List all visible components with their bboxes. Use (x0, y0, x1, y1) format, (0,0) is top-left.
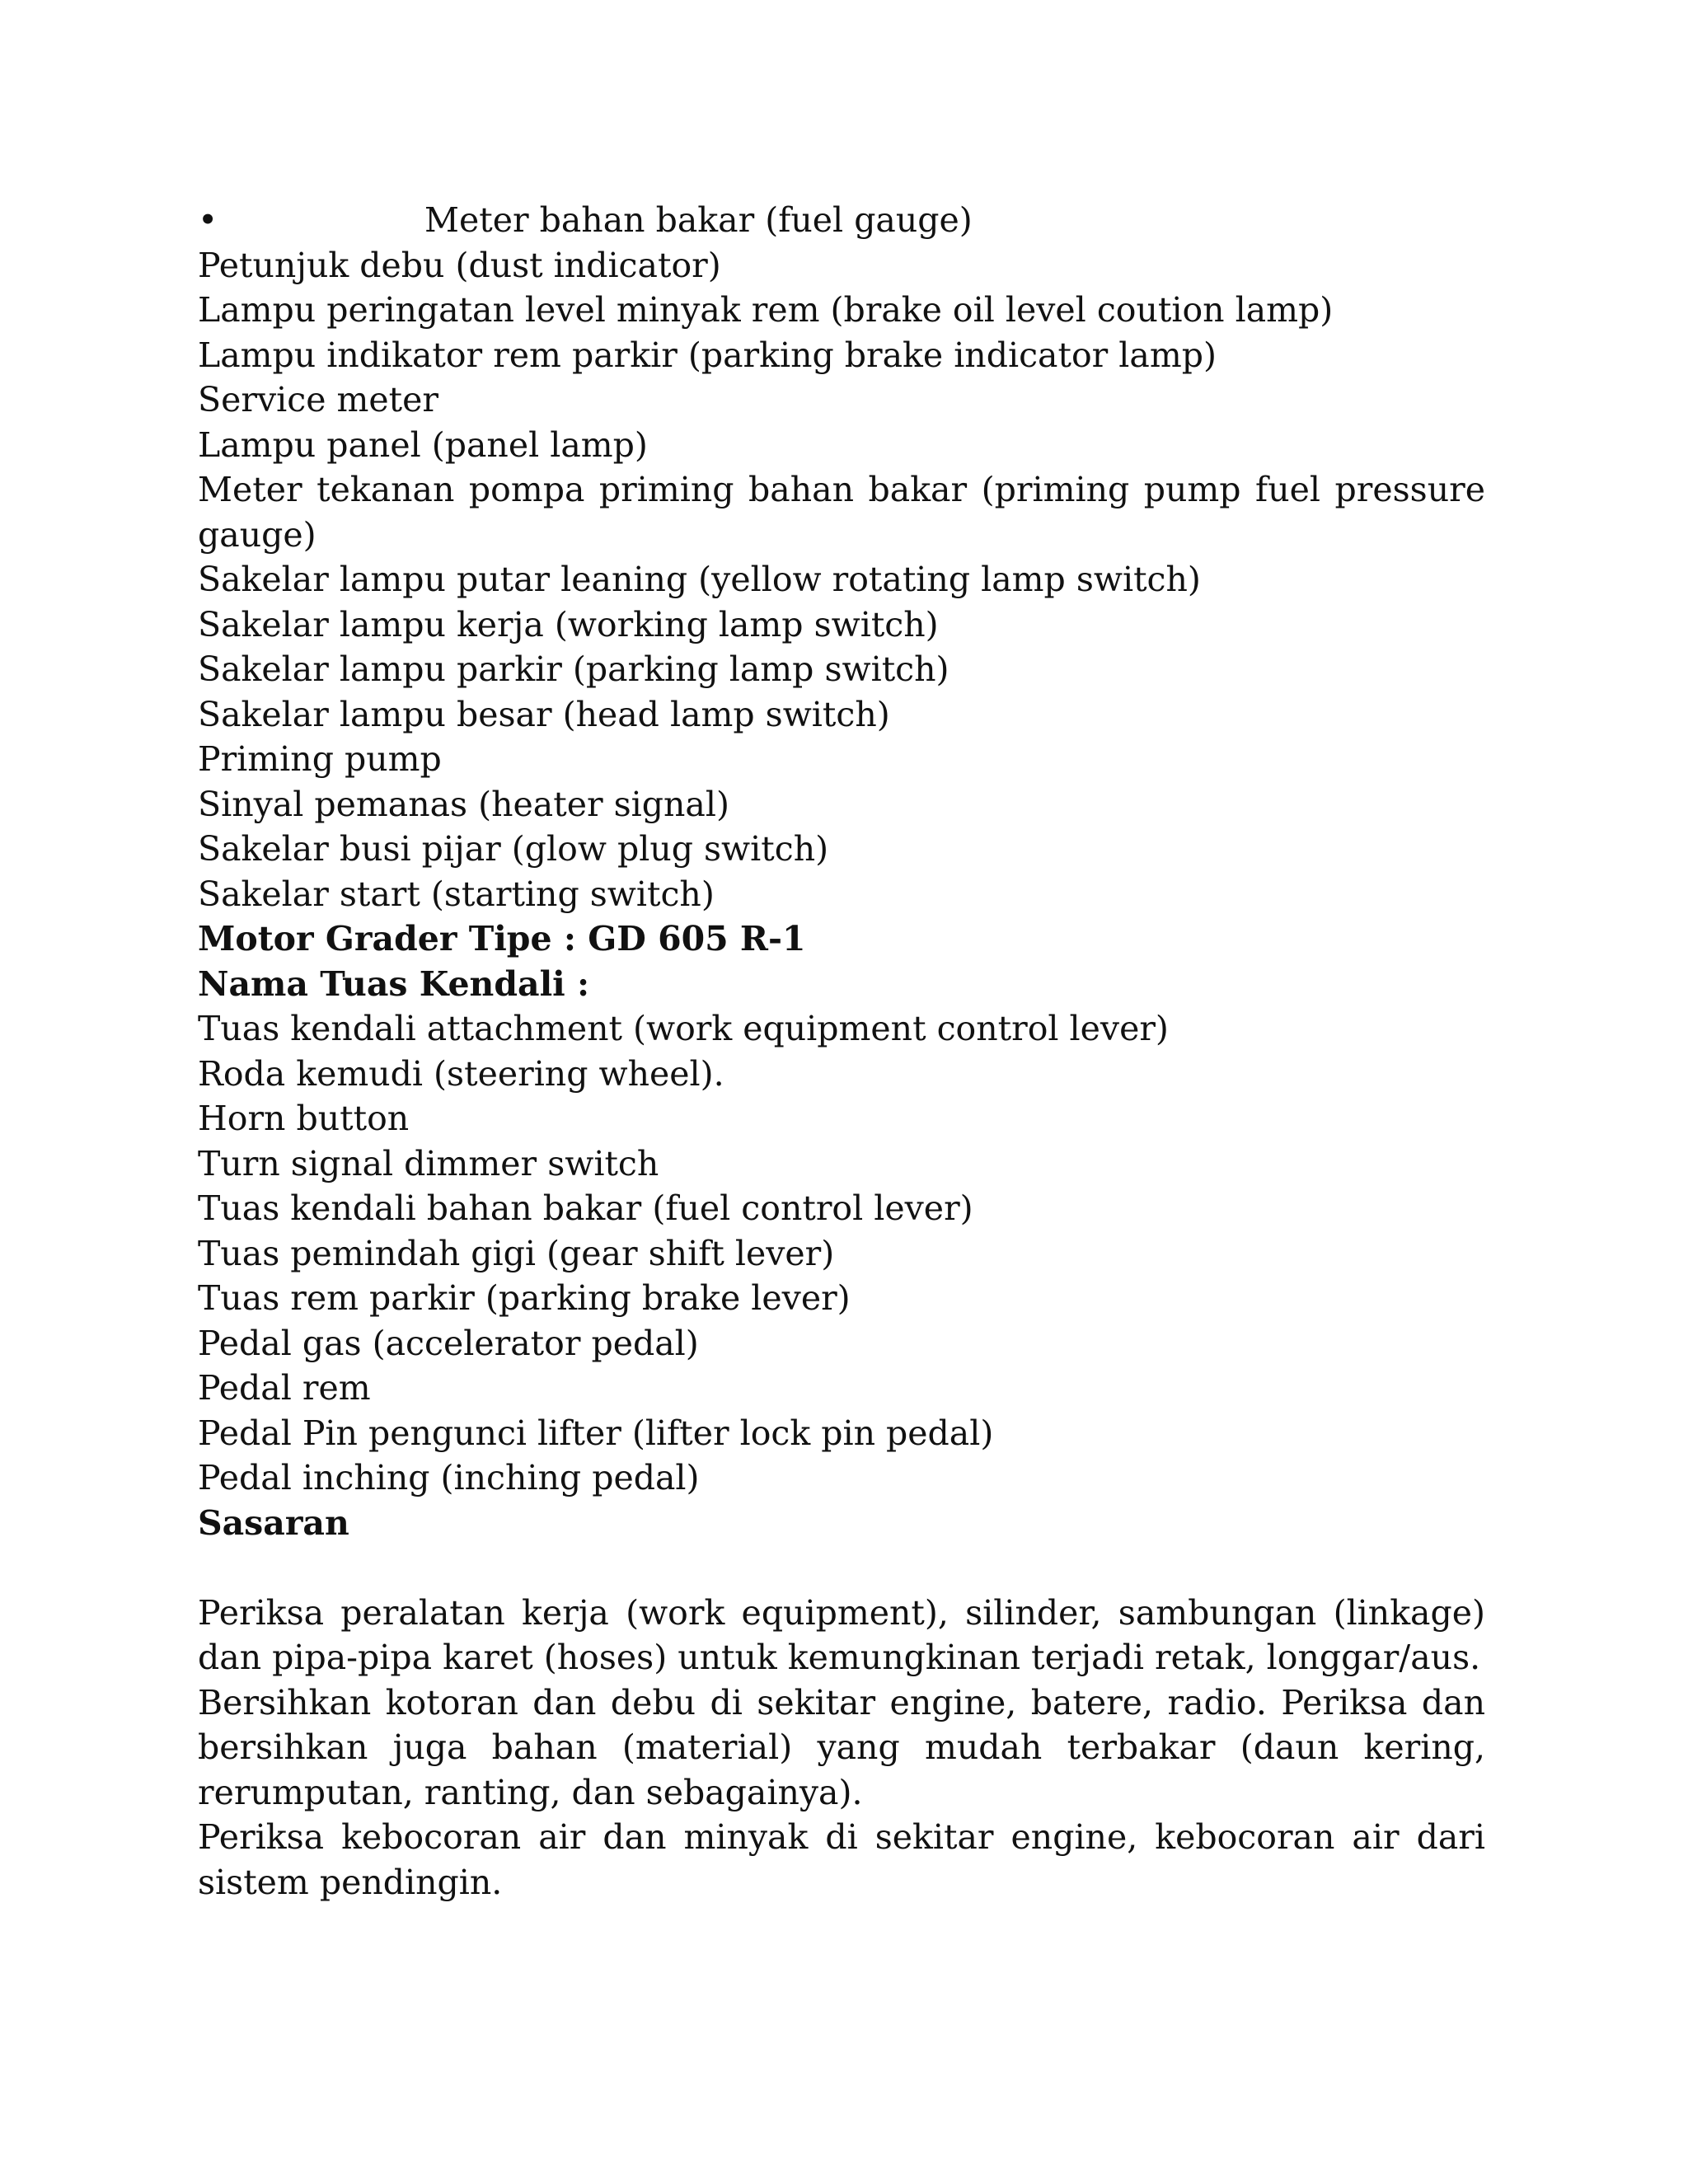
lever-item: Tuas kendali attachment (work equipment control lever) (198, 1009, 1169, 1048)
switch-item: Sakelar lampu putar leaning (yellow rotating lamp switch) (198, 560, 1201, 599)
switch-item: Priming pump (198, 739, 442, 779)
lever-item: Tuas kendali bahan bakar (fuel control lever) (198, 1188, 973, 1228)
lever-item: Pedal gas (accelerator pedal) (198, 1323, 699, 1363)
blank-line (198, 1545, 1485, 1591)
lever-item: Pedal inching (inching pedal) (198, 1458, 700, 1497)
panel-item: Lampu indikator rem parkir (parking brake indicator lamp) (198, 335, 1217, 375)
lever-item: Tuas pemindah gigi (gear shift lever) (198, 1233, 835, 1273)
model-heading: Motor Grader Tipe : GD 605 R-1 (198, 919, 806, 958)
lever-item: Pedal Pin pengunci lifter (lifter lock pin pedal) (198, 1413, 994, 1453)
document-body (198, 198, 1485, 1905)
panel-item: Lampu panel (panel lamp) (198, 424, 648, 465)
switch-item: Sakelar start (starting switch) (198, 874, 715, 914)
bullet-icon: • (198, 200, 218, 240)
bullet-list-item (198, 198, 1485, 243)
target-heading: Sasaran (198, 1502, 349, 1543)
switch-item: Sakelar lampu parkir (parking lamp switch) (198, 649, 950, 689)
paragraph-work-equipment: Periksa peralatan kerja (work equipment), silinder, sambungan (linkage) dan pipa-pipa karet (hoses) untuk kemungkinan terjadi retak, longgar/aus. (198, 1592, 1485, 1677)
lever-item: Roda kemudi (steering wheel). (198, 1053, 724, 1094)
switch-item: Sakelar lampu kerja (working lamp switch) (198, 604, 939, 644)
lever-item: Pedal rem (198, 1368, 371, 1408)
panel-item: Petunjuk debu (dust indicator) (198, 245, 721, 285)
bullet-item-text: Meter bahan bakar (fuel gauge) (424, 200, 973, 240)
lever-item: Turn signal dimmer switch (198, 1143, 659, 1183)
lever-item: Tuas rem parkir (parking brake lever) (198, 1278, 851, 1318)
priming-gauge-line-1: Meter tekanan pompa priming bahan bakar (priming pump fuel pressure (198, 470, 1485, 509)
panel-item: Lampu peringatan level minyak rem (brake oil level coution lamp) (198, 290, 1334, 330)
panel-item: Service meter (198, 380, 438, 419)
levers-heading: Nama Tuas Kendali : (198, 963, 590, 1004)
lever-item: Horn button (198, 1099, 410, 1138)
paragraph-cleaning: Bersihkan kotoran dan debu di sekitar engine, batere, radio. Periksa dan bersihkan juga bahan (material) yang mudah terbakar (daun kering, rerumputan, ranting, dan sebagainya). (198, 1682, 1485, 1812)
paragraph-leak-check: Periksa kebocoran air dan minyak di sekitar engine, kebocoran air dari sistem pendingin. (198, 1817, 1485, 1902)
priming-gauge-line-2: gauge) (198, 514, 316, 555)
switch-item: Sinyal pemanas (heater signal) (198, 784, 729, 824)
switch-item: Sakelar lampu besar (head lamp switch) (198, 694, 890, 734)
switch-item: Sakelar busi pijar (glow plug switch) (198, 829, 829, 869)
